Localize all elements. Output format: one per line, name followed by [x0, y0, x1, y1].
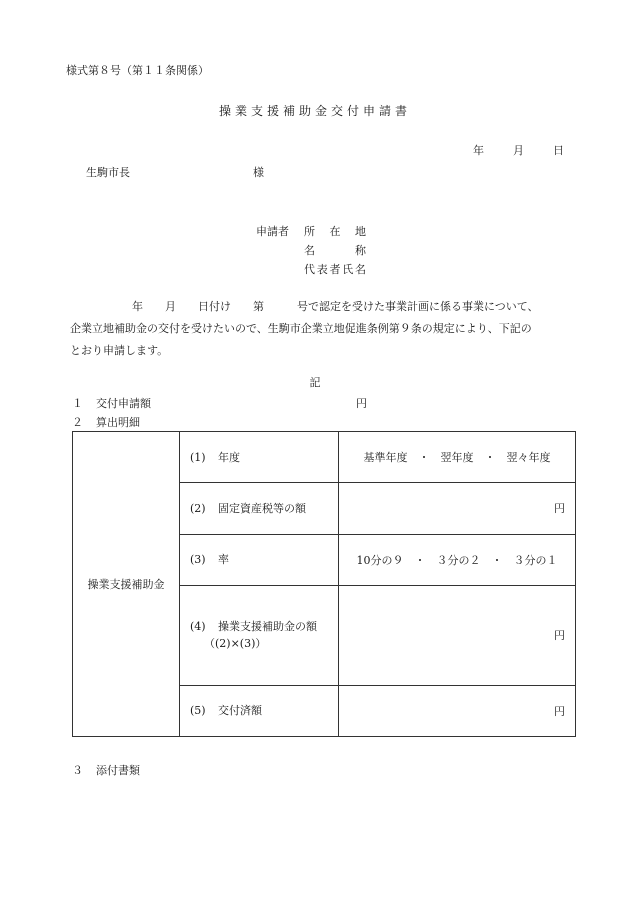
- applicant-name-label: 名称: [304, 244, 366, 257]
- table-row-value: 基準年度 ・ 翌年度 ・ 翌々年度: [339, 432, 576, 483]
- table-row: [73, 432, 576, 483]
- date-line: [473, 142, 564, 158]
- calculation-table: [72, 431, 576, 737]
- table-row-value: 円: [339, 483, 576, 534]
- form-number: 様式第８号（第１１条関係）: [66, 64, 209, 77]
- item-2-label: 算出明細: [96, 416, 140, 429]
- body-line-3: とおり申請します。: [70, 344, 169, 357]
- date-month: 月: [513, 144, 524, 157]
- table-row-label: (3) 率: [180, 534, 339, 585]
- item-1: [72, 395, 151, 411]
- application-body: [70, 296, 570, 362]
- addressee-honorific: 様: [253, 166, 264, 179]
- date-day: 日: [553, 144, 564, 157]
- date-year: 年: [473, 144, 484, 157]
- table-row-value: 円: [339, 585, 576, 685]
- table-row-label: (4) 操業支援補助金の額 （(2)×(3)）: [180, 585, 339, 685]
- applicant-representative-label: 代表者氏名: [304, 263, 366, 276]
- item-1-label: 交付申請額: [96, 397, 151, 410]
- item-3-num: ３: [72, 764, 83, 777]
- table-row-label: (2) 固定資産税等の額: [180, 483, 339, 534]
- item-3-label: 添付書類: [96, 764, 140, 777]
- table-row-sublabel: （(2)×(3)）: [204, 637, 267, 651]
- applicant-address-label: 所在地: [304, 225, 366, 238]
- item-3: [72, 762, 140, 778]
- applicant-label: 申請者: [256, 225, 289, 238]
- body-line-2: 企業立地補助金の交付を受けたいので、生駒市企業立地促進条例第９条の規定により、下記の: [70, 322, 532, 335]
- table-row-label: (1) 年度: [180, 432, 339, 483]
- item-1-unit: 円: [356, 397, 367, 410]
- item-2: [72, 414, 140, 430]
- table-head-cell: 操業支援補助金: [73, 432, 180, 737]
- body-line-1: 年 月 日付け 第 号で認定を受けた事業計画に係る事業について、: [132, 300, 539, 313]
- table-row-value: 円: [339, 685, 576, 736]
- addressee-name: 生駒市長: [86, 166, 130, 179]
- table-row-value: 10分の９ ・ ３分の２ ・ ３分の１: [339, 534, 576, 585]
- item-2-num: ２: [72, 416, 83, 429]
- ki-marker: 記: [309, 376, 321, 389]
- item-1-num: １: [72, 397, 83, 410]
- table-row-label: (5) 交付済額: [180, 685, 339, 736]
- applicant-block: [256, 222, 366, 279]
- document-title: 操業支援補助金交付申請書: [218, 104, 411, 118]
